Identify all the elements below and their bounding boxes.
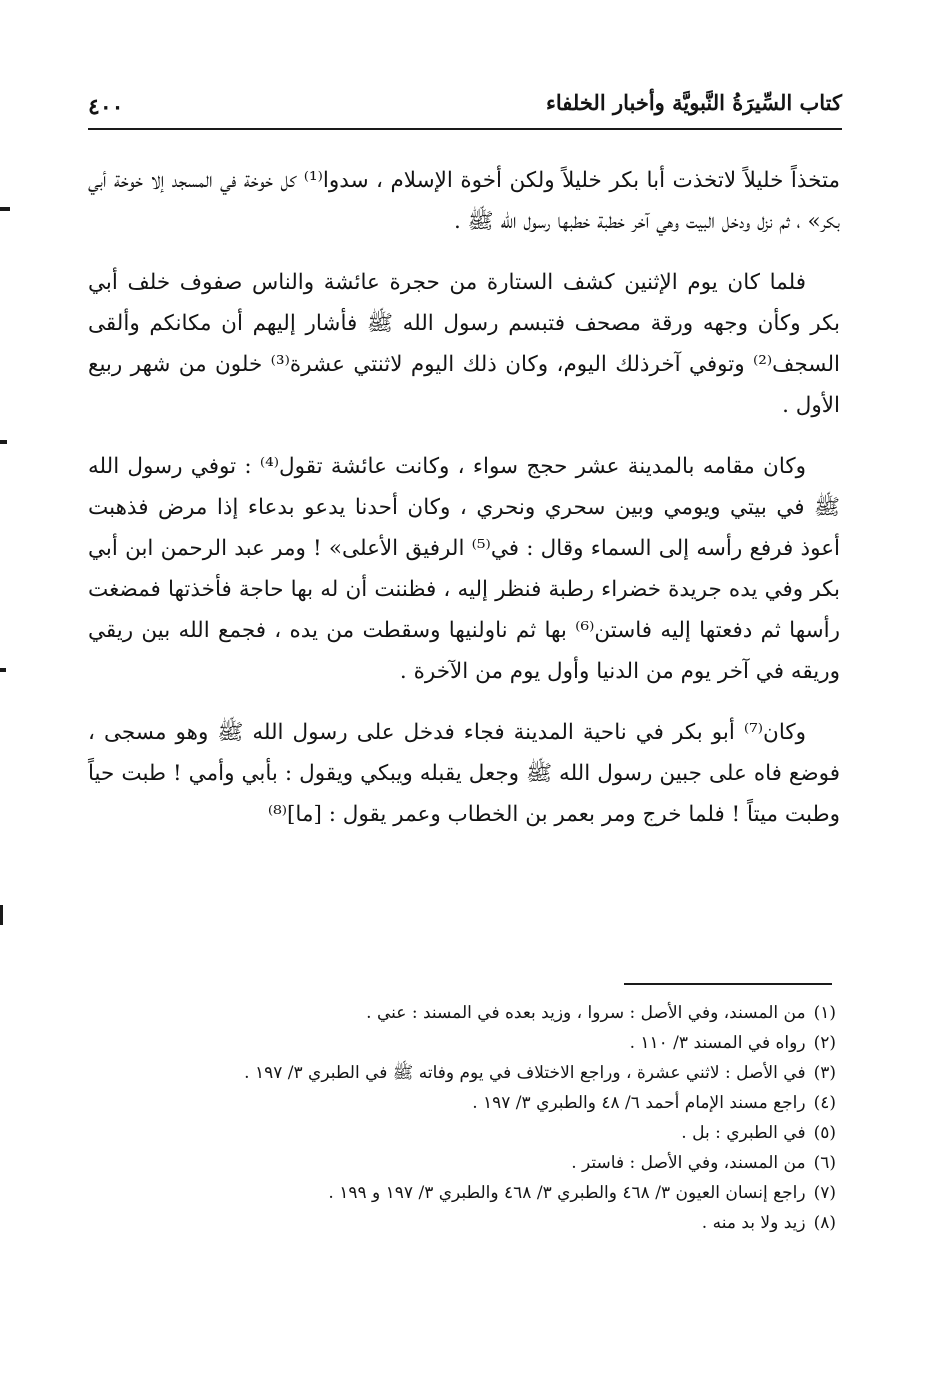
footnote-text: رواه في المسند ٣/ ١١٠ . <box>629 1033 806 1053</box>
running-title: كتاب السِّيرَةُ النَّبويَّة وأخبار الخلفاء <box>546 90 842 115</box>
footnote-number: (٤) <box>813 1093 836 1113</box>
paragraph: فلما كان يوم الإثنين كشف الستارة من حجرة عائشة والناس صفوف خلف أبي بكر وكأن وجهه ورقة مصحف فتبسم رسول الله ﷺ فأشار إليهم أن مكانكم وألقى السجف⁽²⁾ وتوفي آخرذلك اليوم، وكان ذلك اليوم لاثنتي عشرة⁽³⁾ خلون من شهر ربيع الأول . <box>88 270 840 418</box>
paragraph: وكان⁽⁷⁾ أبو بكر في ناحية المدينة فجاء فدخل على رسول الله ﷺ وهو مسجى ، فوضع فاه على جبين رسول الله ﷺ وجعل يقبله ويبكي ويقول : بأبي وأمي ! طبت حياً وطبت ميتاً ! فلما خرج ومر بعمر بن الخطاب وعمر يقول : [ما]⁽⁸⁾ <box>88 720 840 827</box>
page-header <box>88 86 842 130</box>
footnote-number: (١) <box>813 1003 836 1023</box>
scan-edge-mark <box>0 668 6 672</box>
footnote-text: راجع مسند الإمام أحمد ٦/ ٤٨ والطبري ٣/ ١٩٧ . <box>472 1093 806 1113</box>
scan-edge-mark <box>0 440 7 444</box>
footnote-text: من المسند، وفي الأصل : سروا ، وزيد بعده في المسند : عني . <box>366 1003 806 1023</box>
scan-edge-mark <box>0 207 10 211</box>
paragraph: وكان مقامه بالمدينة عشر حجج سواء ، وكانت عائشة تقول⁽⁴⁾ : توفي رسول الله ﷺ في بيتي ويومي وبين سحري ونحري ، وكان أحدنا يدعو بدعاء إذا مرض فذهبت أعوذ فرفع رأسه إلى السماء وقال : في⁽⁵⁾ الرفيق الأعلى» ! ومر عبد الرحمن ابن أبي بكر وفي يده جريدة خضراء رطبة فنظر إليه ، فظننت أن له بها حاجة فأخذتها فمضغت رأسها ثم دفعتها إليه فاستن⁽⁶⁾ بها ثم ناولنيها وسقطت من يده ، فجمع الله بين ريقي وريقه في آخر يوم من الدنيا وأول يوم من الآخرة . <box>88 454 841 684</box>
scan-edge-mark <box>0 905 3 925</box>
footnote-text: زيد ولا بد منه . <box>701 1213 806 1233</box>
footnote <box>88 1178 836 1208</box>
footnote <box>88 1148 836 1178</box>
footnote-text: من المسند، وفي الأصل : فاستر . <box>571 1153 806 1173</box>
paragraph: متخذاً خليلاً لاتخذت أبا بكر خليلاً ولكن أخوة الإسلام ، سدوا⁽¹⁾ كل خوخة في المسجد إلا خوخة أبي بكر» ، ثم نزل ودخل البيت وهي آخر خطبة خطبها رسول الله ﷺ . <box>88 168 840 234</box>
footnote <box>88 1028 836 1058</box>
footnote <box>88 1058 836 1088</box>
footnotes-list <box>88 998 836 1238</box>
footnote-number: (٧) <box>813 1183 836 1203</box>
footnote-rule <box>624 983 832 985</box>
footnote-text: في الطبري : بل . <box>681 1123 806 1143</box>
footnote <box>88 1088 836 1118</box>
footnote <box>88 998 836 1028</box>
footnote-text: راجع إنسان العيون ٣/ ٤٦٨ والطبري ٣/ ٤٦٨ والطبري ٣/ ١٩٧ و ١٩٩ . <box>328 1183 806 1203</box>
footnote <box>88 1208 836 1238</box>
footnote-number: (٢) <box>813 1033 836 1053</box>
footnote-text: في الأصل : لاثني عشرة ، وراجع الاختلاف في يوم وفاته ﷺ في الطبري ٣/ ١٩٧ . <box>244 1063 806 1083</box>
footnote-number: (٦) <box>813 1153 836 1173</box>
footnote <box>88 1118 836 1148</box>
page-number: ٤٠٠ <box>88 94 124 120</box>
header-rule <box>88 128 842 130</box>
footnote-number: (٨) <box>813 1213 836 1233</box>
footnote-number: (٥) <box>813 1123 836 1143</box>
main-text <box>88 160 840 855</box>
footnote-number: (٣) <box>813 1063 836 1083</box>
